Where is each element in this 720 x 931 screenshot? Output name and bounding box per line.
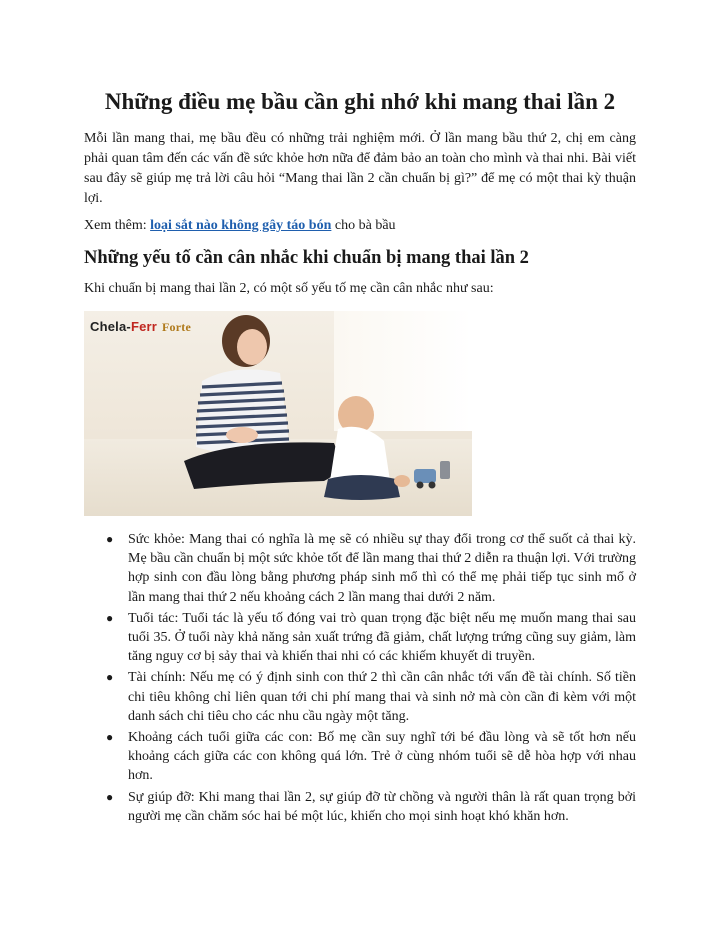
bullet-icon: ●	[106, 610, 114, 625]
child-shorts	[324, 475, 400, 500]
toy-block	[440, 461, 450, 479]
list-item: ● Khoảng cách tuổi giữa các con: Bố mẹ cần suy nghĩ tới bé đầu lòng và sẽ tốt hơn nếu khoảng cách giữa các con không quá lớn. Trẻ ở cùng nhóm tuổi sẽ dễ hòa hợp với nhau hơn.	[106, 730, 636, 784]
toy-wheel	[417, 482, 424, 489]
list-item: ● Tài chính: Nếu mẹ có ý định sinh con thứ 2 thì cần cân nhắc tới vấn đề tài chính. Số tiền chi tiêu không chỉ liên quan tới chi phí mang thai và sinh nở mà còn cần đi kèm với một danh sách chi tiêu cho các nhu cầu ngày một tăng.	[106, 670, 636, 724]
child-hand	[394, 475, 410, 487]
section-heading: Những yếu tố cần cân nhắc khi chuẩn bị mang thai lần 2	[84, 248, 529, 268]
document-page	[84, 86, 636, 828]
see-more-suffix: cho bà bầu	[331, 218, 396, 233]
bullet-icon: ●	[106, 789, 114, 804]
list-item: ● Sức khỏe: Mang thai có nghĩa là mẹ sẽ có nhiều sự thay đổi trong cơ thể suốt cả thai kỳ. Mẹ bầu cần chuẩn bị một sức khỏe tốt để lần mang thai thứ 2 diễn ra thuận lợi. Với trường hợp sinh con đầu lòng bằng phương pháp sinh mổ thì có thể mẹ phải tiếp tục sinh mổ ở lần mang thai thứ 2 nếu khoảng cách 2 lần mang thai dưới 2 năm.	[106, 532, 636, 605]
see-more-line	[84, 216, 636, 236]
bullet-icon: ●	[106, 730, 114, 745]
mother-hand	[226, 427, 258, 443]
toy-car	[414, 469, 436, 483]
photo-illustration	[84, 311, 472, 516]
list-item: ● Tuổi tác: Tuổi tác là yếu tố đóng vai trò quan trọng đặc biệt nếu mẹ muốn mang thai sau tuổi 35. Ở tuổi này khả năng sản xuất trứng đã giảm, chất lượng trứng cũng suy giảm, làm tăng nguy cơ bị sảy thai và khiến thai nhi có các khiếm khuyết di truyền.	[106, 610, 636, 665]
brand-logo: Chela-Ferr Forte	[90, 319, 192, 334]
toy-wheel	[429, 482, 436, 489]
see-more-link[interactable]: loại sắt nào không gây táo bón	[150, 218, 332, 233]
list-item: ● Sự giúp đỡ: Khi mang thai lần 2, sự giúp đỡ từ chồng và người thân là rất quan trọng bởi người mẹ cần chăm sóc hai bé một lúc, khiến cho mọi sinh hoạt khó khăn hơn.	[106, 789, 636, 824]
bullet-icon: ●	[106, 532, 114, 546]
page-title: Những điều mẹ bầu cần ghi nhớ khi mang thai lần 2	[104, 89, 616, 114]
bullet-icon: ●	[106, 670, 114, 685]
factor-list	[84, 530, 636, 826]
mother-face	[237, 329, 267, 365]
mother-and-child-photo	[84, 311, 472, 516]
intro-paragraph: Mỗi lần mang thai, mẹ bầu đều có những trải nghiệm mới. Ở lần mang bầu thứ 2, chị em càng phải quan tâm đến các vấn đề sức khỏe hơn nữa để đảm bảo an toàn cho mình và thai nhi. Bài viết sau đây sẽ giúp mẹ trả lời câu hỏi “Mang thai lần 2 cần chuẩn bị gì?” để mẹ có một thai kỳ thuận lợi.	[84, 131, 636, 206]
section-lead: Khi chuẩn bị mang thai lần 2, có một số yếu tố mẹ cần cân nhắc như sau:	[84, 281, 494, 296]
see-more-prefix: Xem thêm:	[84, 218, 151, 233]
